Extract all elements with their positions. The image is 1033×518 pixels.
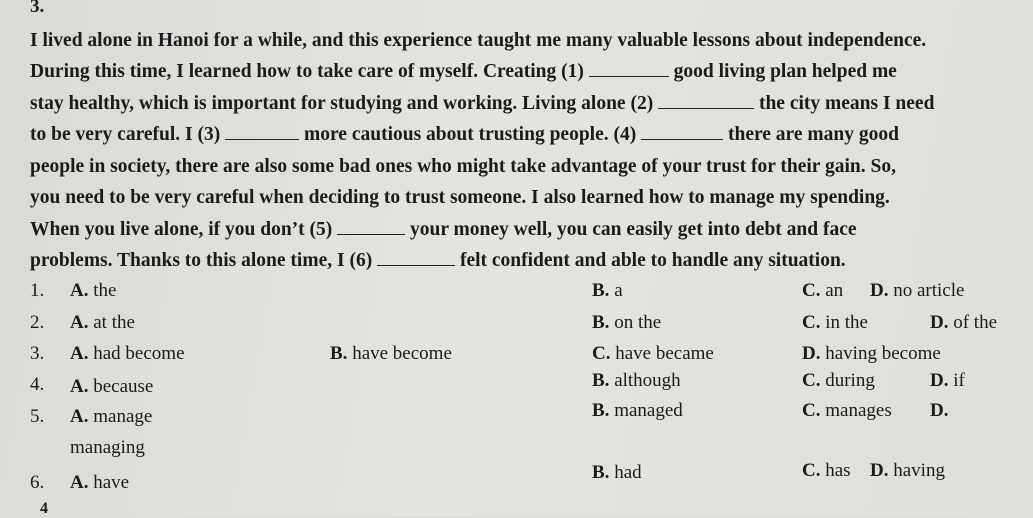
passage-text: more cautious about trusting people. (4) xyxy=(304,124,642,145)
option-3c[interactable]: C. have became xyxy=(592,343,714,364)
question-3-number: 3. xyxy=(30,343,45,364)
option-4c[interactable]: C. during xyxy=(802,370,875,391)
option-6c[interactable]: C. has xyxy=(802,460,851,481)
passage-text: good living plan helped me xyxy=(673,61,897,82)
passage-text: to be very careful. I (3) xyxy=(30,124,226,145)
option-3d[interactable]: D. having become xyxy=(802,343,941,364)
passage-text: people in society, there are also some bad ones who might take advantage of your trust for their gain. So, xyxy=(30,156,896,177)
passage-text: the city means I need xyxy=(758,93,935,114)
blank-6[interactable] xyxy=(377,251,455,266)
option-6d[interactable]: D. having xyxy=(870,460,945,481)
option-2b[interactable]: B. on the xyxy=(592,312,662,333)
option-1d[interactable]: D. no article xyxy=(870,280,965,301)
next-question-number: 4 xyxy=(40,500,48,517)
passage-text: I lived alone in Hanoi for a while, and this experience taught me many valuable lessons about independence. xyxy=(30,30,927,51)
option-1a[interactable]: A. the xyxy=(70,280,117,301)
question-2-number: 2. xyxy=(30,312,45,333)
passage-line-5 xyxy=(30,156,1024,178)
option-3b[interactable]: B. have become xyxy=(330,343,452,364)
blank-2[interactable] xyxy=(658,94,754,109)
question-5-number: 5. xyxy=(30,406,45,427)
passage-text: your money well, you can easily get into debt and face xyxy=(410,219,857,240)
option-2a[interactable]: A. at the xyxy=(70,312,135,333)
option-1c[interactable]: C. an xyxy=(802,280,844,301)
passage-line-8 xyxy=(30,250,1024,272)
option-3a[interactable]: A. had become xyxy=(70,343,185,364)
option-6a[interactable]: A. have xyxy=(70,472,130,493)
option-5d-text: managing xyxy=(70,437,145,458)
option-4a[interactable]: A. because xyxy=(70,376,154,397)
option-5c[interactable]: C. manages xyxy=(802,400,892,421)
blank-3[interactable] xyxy=(225,125,299,140)
option-1b[interactable]: B. a xyxy=(592,280,623,301)
option-2c[interactable]: C. in the xyxy=(802,312,868,333)
option-2d[interactable]: D. of the xyxy=(930,312,998,333)
blank-5[interactable] xyxy=(337,220,405,235)
question-4-number: 4. xyxy=(30,374,45,395)
passage-text: During this time, I learned how to take care of myself. Creating (1) xyxy=(30,61,584,82)
passage-text: stay healthy, which is important for studying and working. Living alone (2) xyxy=(30,93,654,114)
passage-text: problems. Thanks to this alone time, I (6) xyxy=(30,250,378,271)
passage-line-2 xyxy=(30,61,1024,83)
passage-line-4 xyxy=(30,124,1024,146)
passage-line-6 xyxy=(30,187,1024,209)
passage-text: When you live alone, if you don’t (5) xyxy=(30,219,338,240)
blank-4[interactable] xyxy=(641,125,723,140)
passage-line-3 xyxy=(30,93,1024,115)
question-6-number: 6. xyxy=(30,472,45,493)
option-4b[interactable]: B. although xyxy=(592,370,681,391)
option-6b[interactable]: B. had xyxy=(592,462,642,483)
blank-1[interactable] xyxy=(589,62,669,77)
exercise-number: 3. xyxy=(30,0,45,17)
passage-line-1 xyxy=(30,30,1024,52)
passage-text: you need to be very careful when deciding to trust someone. I also learned how to manage my spending. xyxy=(30,187,890,208)
option-5b[interactable]: B. managed xyxy=(592,400,683,421)
option-4d[interactable]: D. if xyxy=(930,370,965,391)
option-5d[interactable]: D. xyxy=(930,400,949,421)
passage-line-7 xyxy=(30,219,1024,241)
option-5a[interactable]: A. manage xyxy=(70,406,153,427)
passage-text: there are many good xyxy=(727,124,899,145)
passage-text: felt confident and able to handle any situation. xyxy=(459,250,846,271)
question-1-number: 1. xyxy=(30,280,45,301)
